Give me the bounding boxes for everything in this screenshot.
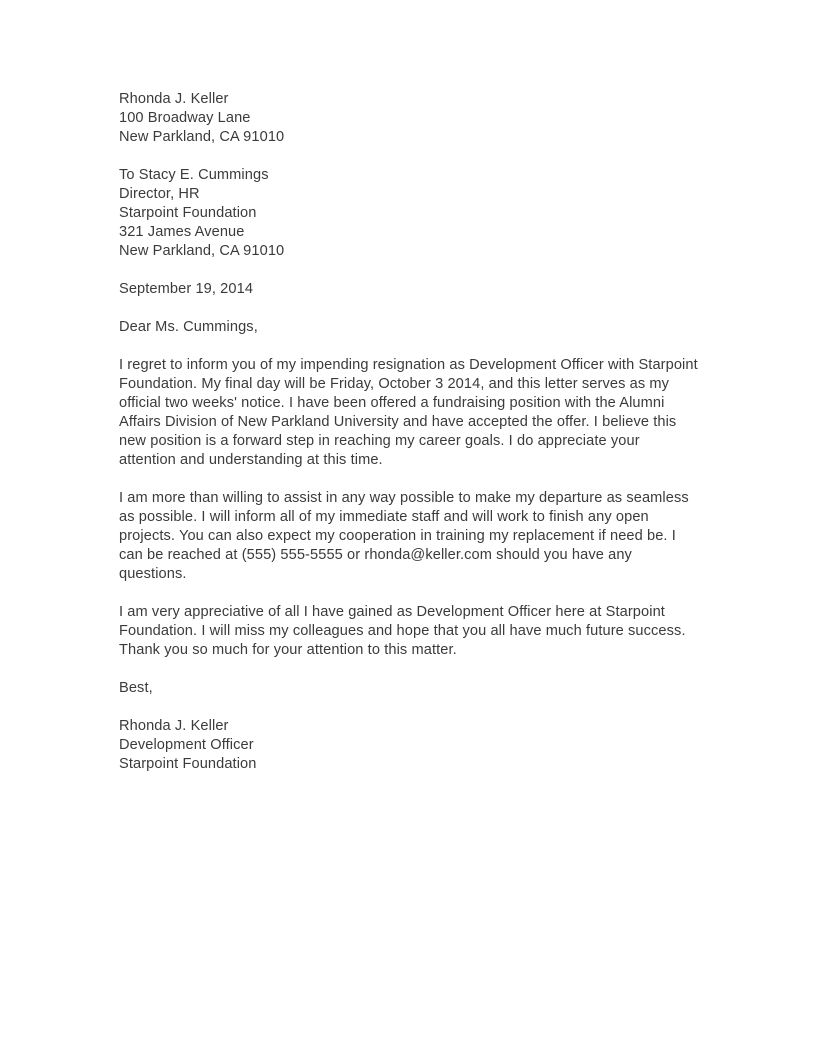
- recipient-title: Director, HR: [119, 186, 200, 202]
- recipient-organization: Starpoint Foundation: [119, 205, 257, 221]
- body-paragraph-1: I regret to inform you of my impending resignation as Development Officer with Starpoint Foundation. My final day will be Friday, October 3 2014, and this letter serves as my official two weeks' notice. I have been offered a fundraising position with the Alumni Affairs Division of New Parkland University and have accepted the offer. I believe this new position is a forward step in reaching my career goals. I do appreciate your attention and understanding at this time.: [119, 357, 698, 468]
- sender-street: 100 Broadway Lane: [119, 110, 251, 126]
- sender-city-state-zip: New Parkland, CA 91010: [119, 129, 285, 145]
- signature-block: [119, 717, 699, 774]
- closing-salutation: Best,: [119, 680, 153, 696]
- salutation: Dear Ms. Cummings,: [119, 319, 258, 335]
- sender-address-block: [119, 90, 699, 147]
- body-paragraph-3: I am very appreciative of all I have gained as Development Officer here at Starpoint Foundation. I will miss my colleagues and hope that you all have much future success. Thank you so much for your attention to this matter.: [119, 604, 686, 658]
- body-paragraph-2: I am more than willing to assist in any way possible to make my departure as seamless as possible. I will inform all of my immediate staff and will work to finish any open projects. You can also expect my cooperation in training my replacement if need be. I can be reached at (555) 555-5555 or rhonda@keller.com should you have any questions.: [119, 490, 689, 582]
- recipient-address-block: [119, 166, 699, 261]
- signature-organization: Starpoint Foundation: [119, 756, 257, 772]
- closing-block: [119, 679, 699, 698]
- letter-date: September 19, 2014: [119, 281, 254, 297]
- letter-date-block: [119, 280, 699, 299]
- letter-body: [119, 90, 699, 774]
- recipient-city-state-zip: New Parkland, CA 91010: [119, 243, 285, 259]
- signature-name: Rhonda J. Keller: [119, 718, 229, 734]
- salutation-block: [119, 318, 699, 337]
- sender-name: Rhonda J. Keller: [119, 91, 229, 107]
- recipient-street: 321 James Avenue: [119, 224, 245, 240]
- recipient-name: To Stacy E. Cummings: [119, 167, 269, 183]
- signature-title: Development Officer: [119, 737, 254, 753]
